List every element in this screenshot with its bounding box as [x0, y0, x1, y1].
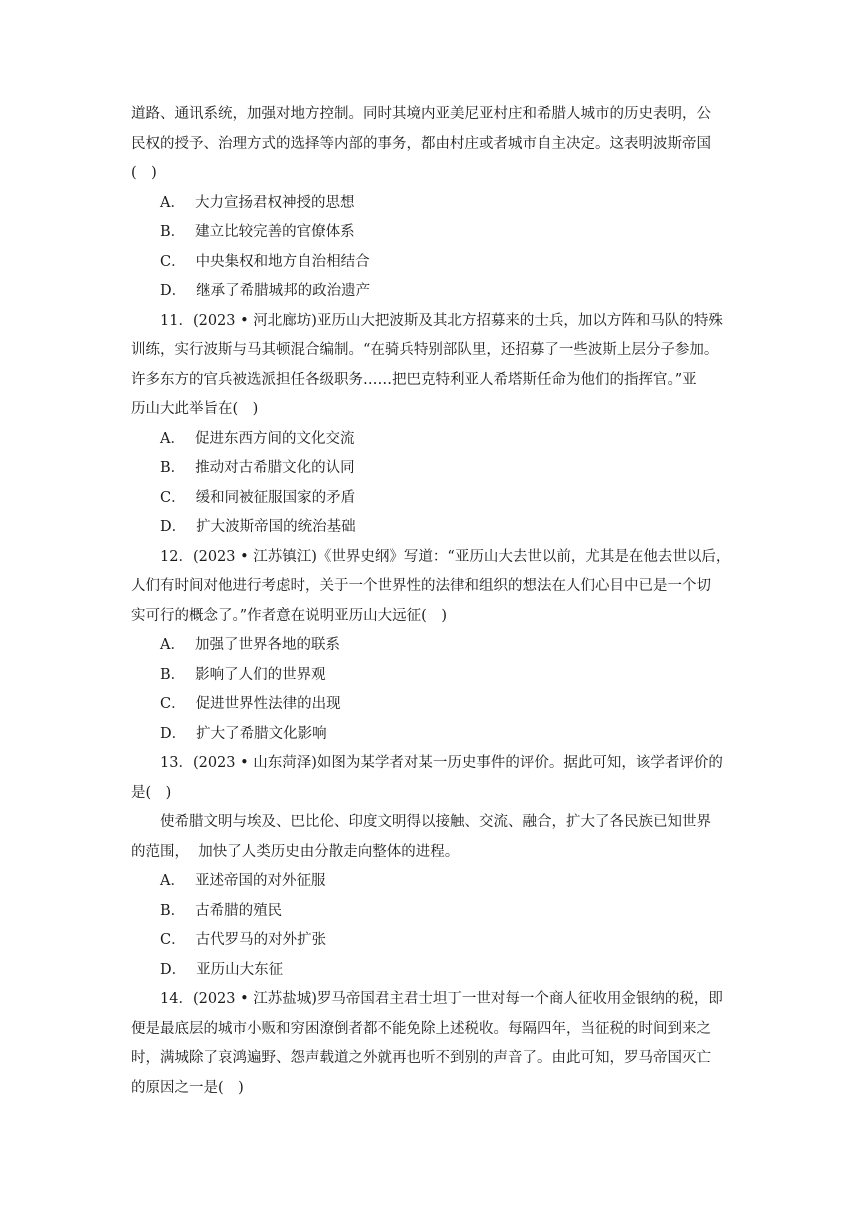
question-stem-line: 14．(2023 • 江苏盐城)罗马帝国君主君士坦丁一世对每一个商人征收用金银纳的税，即: [160, 991, 723, 1007]
option-c: C． 缓和同被征服国家的矛盾: [160, 489, 356, 506]
question-text-line: 人们有时间对他进行考虑时，关于一个世界性的法律和组织的想法在人们心目中已是一个切: [131, 578, 711, 594]
question-stem-line: 12．(2023 • 江苏镇江)《世界史纲》写道：“亚历山大去世以前，尤其是在他去世以后，: [160, 548, 731, 565]
option-b: B． 古希腊的殖民: [160, 902, 283, 919]
option-a: A． 大力宣扬君权神授的思想: [160, 194, 355, 211]
question-text-line: 道路、通讯系统，加强对地方控制。同时其境内亚美尼亚村庄和希腊人城市的历史表明，公: [131, 106, 711, 122]
option-b: B． 建立比较完善的官僚体系: [160, 224, 355, 240]
option-b: B． 推动对古希腊文化的认同: [160, 460, 355, 476]
option-d: D． 扩大了希腊文化影响: [160, 725, 327, 742]
question-text-line: 训练，实行波斯与马其顿混合编制。“在骑兵特别部队里，还招募了一些波斯上层分子参加。: [131, 342, 719, 358]
answer-blank: ( ): [131, 165, 157, 181]
question-11: [131, 307, 731, 543]
question-stem-line: 13．(2023 • 山东菏泽)如图为某学者对某一历史事件的评价。据此可知，该学者评价的: [160, 755, 723, 771]
option-a: A． 加强了世界各地的联系: [160, 637, 340, 653]
question-14: [131, 985, 731, 1103]
question-text-line: 历山大此举旨在( ): [131, 401, 259, 417]
option-c: C． 促进世界性法律的出现: [160, 696, 341, 712]
question-text-line: 便是最底层的城市小贩和穷困潦倒者都不能免除上述税收。每隔四年，当征税的时间到来之: [131, 1020, 711, 1037]
question-text-line: 是( ): [131, 784, 172, 801]
page-content: [131, 100, 731, 1103]
quote-line: 的范围， 加快了人类历史由分散走向整体的进程。: [131, 843, 460, 860]
question-text-line: 时，满城除了哀鸿遍野、怨声载道之外就再也听不到别的声音了。由此可知，罗马帝国灭亡: [131, 1050, 711, 1066]
question-13: [131, 749, 731, 985]
option-a: A． 亚述帝国的对外征服: [160, 873, 326, 889]
question-text-line: 民权的授予、治理方式的选择等内部的事务，都由村庄或者城市自主决定。这表明波斯帝国: [131, 135, 711, 152]
question-text-line: 实可行的概念了。”作者意在说明亚历山大远征( ): [131, 607, 447, 624]
option-d: D． 扩大波斯帝国的统治基础: [160, 519, 356, 535]
option-c: C． 古代罗马的对外扩张: [160, 932, 327, 948]
option-a: A． 促进东西方间的文化交流: [160, 430, 355, 447]
quote-line: 使希腊文明与埃及、巴比伦、印度文明得以接触、交流、融合，扩大了各民族已知世界: [160, 814, 711, 830]
question-text-line: 的原因之一是( ): [131, 1079, 244, 1096]
question-stem-line: 11．(2023 • 河北廊坊)亚历山大把波斯及其北方招募来的士兵，加以方阵和马队的特殊: [160, 312, 723, 329]
option-c: C． 中央集权和地方自治相结合: [160, 253, 370, 270]
question-12: [131, 543, 731, 750]
option-b: B． 影响了人们的世界观: [160, 666, 326, 683]
option-d: D． 亚历山大东征: [160, 961, 284, 978]
option-d: D． 继承了希腊城邦的政治遗产: [160, 283, 371, 299]
question-text-line: 许多东方的官兵被选派担任各级职务……把巴克特利亚人希塔斯任命为他们的指挥官。”亚: [131, 371, 697, 388]
question-10-continuation: [131, 100, 731, 307]
